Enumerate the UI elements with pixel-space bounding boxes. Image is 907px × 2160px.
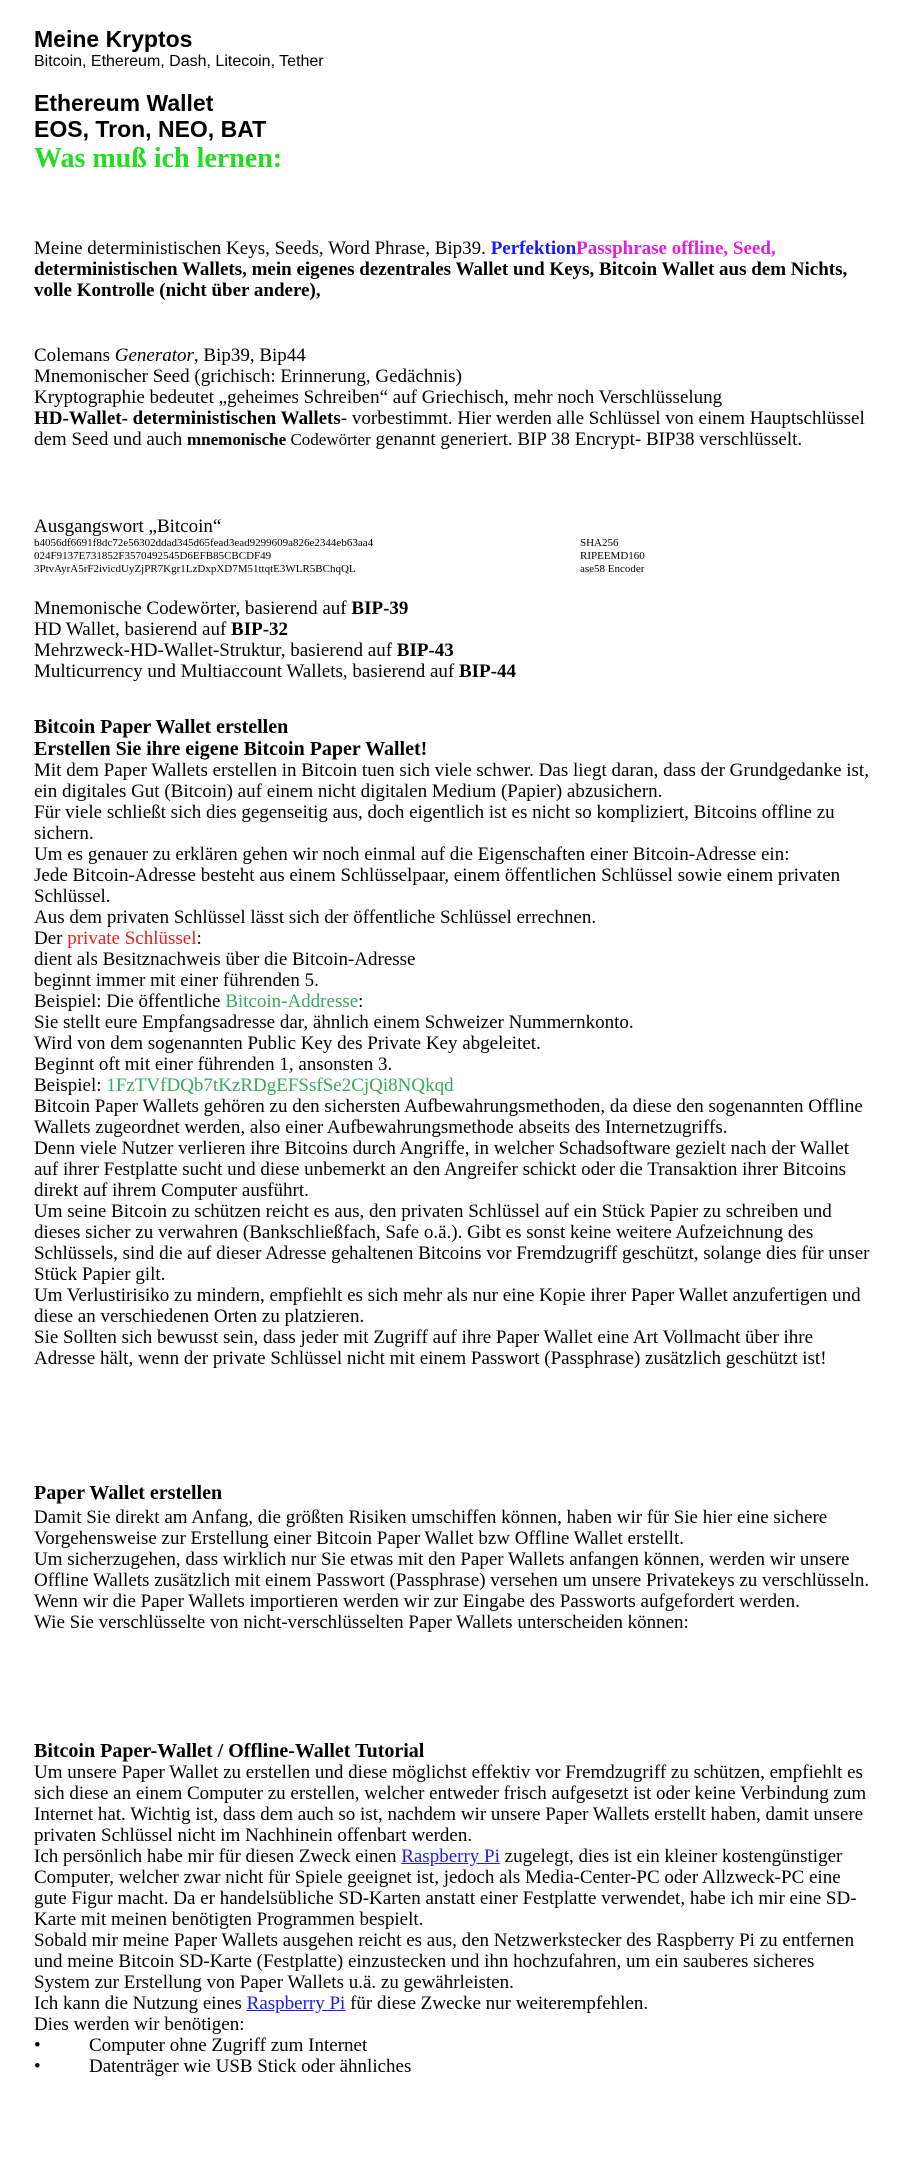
paragraph: Wie Sie verschlüsselte von nicht-verschlüsselten Paper Wallets unterscheiden können: <box>34 1612 689 1633</box>
paragraph: Sobald mir meine Paper Wallets ausgehen reicht es aus, den Netzwerkstecker des Raspberry Pi zu entfernen und meine Bitcoin SD-Karte (Festplatte) einzustecken und ihn hochzufahren, um ein sauberes sicheres System zur Erstellung von Paper Wallets u.ä. zu gewährleisten. <box>34 1930 855 1993</box>
address-example-line <box>34 991 874 1012</box>
hash-value: 024F9137E731852F3570492545D6EFB85CBCDF49 <box>34 550 272 562</box>
crypto-line: Kryptographie bedeutet „geheimes Schreiben“ auf Griechisch, mehr noch Verschlüsselung <box>34 387 723 408</box>
hd-wallet-term: HD-Wallet- deterministischen Wallets <box>34 408 341 429</box>
paragraph: Damit Sie direkt am Anfang, die größten Risiken umschiffen können, haben wir für Sie hier eine sichere Vorgehensweise zur Erstellung einer Bitcoin Paper Wallet bzw Offline Wallet erstellt. <box>34 1507 828 1549</box>
paragraph: Dies werden wir benötigen: <box>34 2014 245 2035</box>
paragraph: Um unsere Paper Wallet zu erstellen und diese möglichst effektiv vor Fremdzugriff zu schützen, empfiehlt es sich diese an einem Computer zu erstellen, welcher entweder frisch aufgesetzt ist oder keine Verbindung zum Internet hat. Wichtig ist, dass dem auch so ist, nachdem wir unsere Paper Wallets erstellt haben, damit unsere privaten Schlüssel nicht im Nachhinein offenbart werden. <box>34 1762 867 1846</box>
bip-number: BIP-32 <box>231 619 289 640</box>
paragraph: Für viele schließt sich dies gegenseitig aus, doch eigentlich ist es nicht so kompliziert, Bitcoins offline zu sichern. <box>34 802 835 844</box>
bips-list <box>34 598 874 682</box>
bip-text: Mnemonische Codewörter, basierend auf <box>34 598 352 619</box>
list-item <box>34 2056 874 2077</box>
hash-value: 3PtvAyrA5rF2ivicdUyZjPR7Kgr1LzDxpXD7M51ttqtE3WLR5BChqQL <box>34 563 356 575</box>
mnemonic-line: Mnemonischer Seed (grichisch: Erinnerung, Gedächnis) <box>34 366 462 387</box>
generator-word: Generator <box>114 345 194 366</box>
paper-wallet-title: Bitcoin Paper Wallet erstellen <box>34 716 289 738</box>
list-item-text: Datenträger wie USB Stick oder ähnliches <box>89 2056 412 2077</box>
hash-value: b4056df6691f8dc72e56302ddad345d65fead3ead9299609a826e2344eb63aa4 <box>34 537 374 549</box>
create-section <box>34 1482 874 1633</box>
colemans-c: , Bip39, Bip44 <box>193 345 306 366</box>
intro-text-d: deterministischen Wallets, mein eigenes dezentrales Wallet und Keys, Bitcoin Wallet aus dem Nichts, volle Kontrolle (nicht über andere), <box>34 259 848 301</box>
bullet: • <box>34 2056 41 2077</box>
paragraph: Um sicherzugehen, dass wirklich nur Sie etwas mit den Paper Wallets anfangen können, werden wir unsere Offline Wallets zusätzlich mit einem Passwort (Passphrase) versehen um unsere Privatekeys zu verschlüsseln. <box>34 1549 870 1591</box>
passphrase-words: Passphrase offline, Seed, <box>576 238 776 259</box>
tokens-line: EOS, Tron, NEO, BAT <box>34 116 267 142</box>
list-item-text: Computer ohne Zugriff zum Internet <box>89 2035 368 2056</box>
paragraph: Sie stellt eure Empfangsadresse dar, ähnlich einem Schweizer Nummernkonto. <box>34 1012 634 1033</box>
learn-heading: Was muß ich lernen: <box>34 143 283 174</box>
bip-number: BIP-39 <box>351 598 409 619</box>
hash-row <box>34 550 874 563</box>
hash-label: RIPEEMD160 <box>580 550 645 562</box>
perfektion-word: Perfektion <box>490 238 577 259</box>
bip-number: BIP-44 <box>458 661 516 682</box>
bip-text: Multicurrency und Multiaccount Wallets, basierend auf <box>34 661 459 682</box>
bullet: • <box>34 2035 41 2056</box>
hash-label: SHA256 <box>580 537 619 549</box>
intro-text-a: Meine deterministischen Keys, Seeds, Word Phrase, Bip39. <box>34 238 491 259</box>
example-text: Beispiel: Die öffentliche <box>34 991 226 1012</box>
raspberry-pi-link[interactable]: Raspberry Pi <box>401 1846 500 1867</box>
paragraph: Beginnt oft mit einer führenden 1, ansonsten 3. <box>34 1054 393 1075</box>
bitcoin-address-term: Bitcoin-Addresse <box>225 991 359 1012</box>
private-key-line <box>34 928 874 949</box>
paragraph: Um seine Bitcoin zu schützen reicht es aus, den privaten Schlüssel auf ein Stück Papier zu schreiben und dieses sicher zu verwahren (Bankschließfach, Safe o.ä.). Gibt es sonst keine weitere Aufzeichnung des Schlüssels, sind die auf dieser Adresse gehaltenen Bitcoins vor Fremdzugriff geschützt, solange dies für unser Stück Papier gilt. <box>34 1201 870 1285</box>
raspberry-paragraph <box>34 1846 874 1930</box>
bip-text: Mehrzweck-HD-Wallet-Struktur, basierend auf <box>34 640 397 661</box>
hash-row <box>34 537 874 550</box>
address-value-line <box>34 1075 874 1096</box>
hd-wallet-end: genannt generiert. BIP 38 Encrypt- BIP38 verschlüsselt. <box>370 429 803 450</box>
create-title: Paper Wallet erstellen <box>34 1482 223 1504</box>
wallet-title: Ethereum Wallet <box>34 90 214 116</box>
paragraph: beginnt immer mit einer führenden 5. <box>34 970 319 991</box>
bip-text: HD Wallet, basierend auf <box>34 619 232 640</box>
paragraph: Um es genauer zu erklären gehen wir noch einmal auf die Eigenschaften einer Bitcoin-Adresse ein: <box>34 844 790 865</box>
paragraph: Wird von dem sogenannten Public Key des Private Key abgeleitet. <box>34 1033 541 1054</box>
requirements-list <box>34 2035 874 2077</box>
paper-wallet-subtitle: Erstellen Sie ihre eigene Bitcoin Paper Wallet! <box>34 738 428 760</box>
text: Ich persönlich habe mir für diesen Zweck einen <box>34 1846 402 1867</box>
der-word: Der <box>34 928 68 949</box>
bip-number: BIP-43 <box>396 640 454 661</box>
header-block <box>34 26 884 176</box>
colon: : <box>358 991 364 1012</box>
text: für diese Zwecke nur weiterempfehlen. <box>345 1993 649 2014</box>
example-text: Beispiel: <box>34 1075 107 1096</box>
bip-line <box>34 640 874 661</box>
paragraph: Denn viele Nutzer verlieren ihre Bitcoins durch Angriffe, in welcher Schadsoftware gezielt nach der Wallet auf ihrer Festplatte sucht und diese unbemerkt an den Angreifer schickt oder die Transaktion ihrer Bitcoins direkt auf ihrem Computer ausführt. <box>34 1138 849 1201</box>
tutorial-section <box>34 1740 874 2077</box>
intro-paragraph <box>34 238 874 301</box>
paragraph: Um Verlustirisiko zu mindern, empfiehlt es sich mehr als nur eine Kopie ihrer Paper Wallet anzufertigen und diese an verschiedenen Orten zu platzieren. <box>34 1285 861 1327</box>
recommend-paragraph <box>34 1993 874 2014</box>
paragraph: Wenn wir die Paper Wallets importieren werden wir zur Eingabe des Passworts aufgefordert werden. <box>34 1591 800 1612</box>
hd-wallet-text: - vorbestimmt. Hier werden alle Schlüssel von einem Hauptschlüssel dem Seed und auch <box>34 408 865 450</box>
paper-wallet-section <box>34 716 874 1369</box>
colon: : <box>196 928 202 949</box>
hash-block <box>34 516 874 576</box>
text: Ich kann die Nutzung eines <box>34 1993 247 2014</box>
bip-line <box>34 598 874 619</box>
paragraph: Mit dem Paper Wallets erstellen in Bitcoin tuen sich viele schwer. Das liegt daran, dass der Grundgedanke ist, ein digitales Gut (Bitcoin) auf einem nicht digitalen Medium (Papier) abzusichern. <box>34 760 869 802</box>
paragraph: Sie Sollten sich bewusst sein, dass jeder mit Zugriff auf ihre Paper Wallet eine Art Vollmacht über ihre Adresse hält, wenn der private Schlüssel nicht mit einem Passwort (Passphrase) zusätzlich geschützt ist! <box>34 1327 827 1369</box>
colemans-block <box>34 345 874 450</box>
bip-line <box>34 661 874 682</box>
mnemonic-word: mnemonische <box>187 430 287 449</box>
list-item <box>34 2035 874 2056</box>
private-key-term: private Schlüssel <box>67 928 197 949</box>
paragraph: dient als Besitznachweis über die Bitcoin-Adresse <box>34 949 416 970</box>
paragraph: Jede Bitcoin-Adresse besteht aus einem Schlüsselpaar, einem öffentlichen Schlüssel sowie einem privaten Schlüssel. <box>34 865 841 907</box>
coins-line: Bitcoin, Ethereum, Dash, Litecoin, Tether <box>34 53 324 70</box>
codewords-word: Codewörter <box>286 430 371 449</box>
paragraph: Bitcoin Paper Wallets gehören zu den sichersten Aufbewahrungsmethoden, da diese den sogenannten Offline Wallets zugeordnet werden, also einer Aufbewahrungsmethode abseits des Internetzugriffs. <box>34 1096 863 1138</box>
paragraph: Aus dem privaten Schlüssel lässt sich der öffentliche Schlüssel errechnen. <box>34 907 597 928</box>
hash-title: Ausgangswort „Bitcoin“ <box>34 516 222 537</box>
raspberry-pi-link[interactable]: Raspberry Pi <box>246 1993 346 2014</box>
page-title: Meine Kryptos <box>34 26 193 52</box>
colemans-a: Colemans <box>34 345 115 366</box>
tutorial-title: Bitcoin Paper-Wallet / Offline-Wallet Tutorial <box>34 1740 425 1762</box>
bitcoin-address-value: 1FzTVfDQb7tKzRDgEFSsfSe2CjQi8NQkqd <box>106 1075 454 1096</box>
hash-label: ase58 Encoder <box>580 563 645 575</box>
text: zugelegt, dies ist ein kleiner kostengünstiger Computer, welcher zwar nicht für Spiele geeignet ist, jedoch als Media-Center-PC oder Allzweck-PC eine gute Figur macht. Da er handelsübliche SD-Karten anstatt einer Festplatte verwendet, habe ich mir eine SD-Karte mit meinen benötigten Programmen bespielt. <box>34 1846 857 1930</box>
bip-line <box>34 619 874 640</box>
hash-row <box>34 563 874 576</box>
